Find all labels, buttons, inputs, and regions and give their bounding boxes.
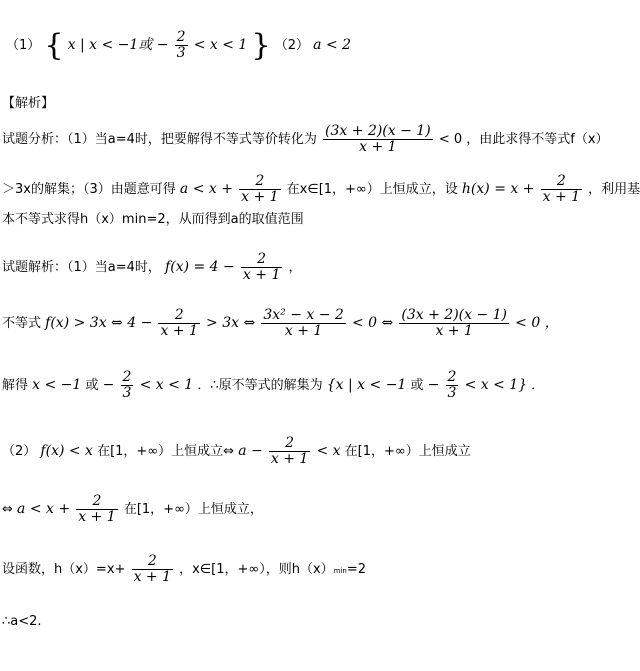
right-brace: }: [251, 28, 271, 63]
math-expr: f(x) = 4 −: [165, 259, 235, 275]
analysis-text: ，利用基: [588, 182, 640, 197]
math-expr: {x | x < −1: [326, 377, 407, 393]
solution-text: ．: [531, 378, 545, 393]
math-expr: a −: [238, 443, 263, 459]
fraction-numerator: 2: [76, 494, 117, 510]
math-expr: < x: [316, 443, 341, 459]
solution-line-6: [2, 554, 366, 585]
fraction-denominator: x + 1: [160, 323, 198, 339]
answer-part1-label: （1）: [6, 38, 41, 53]
answer-part2-expr: a < 2: [313, 37, 352, 53]
solution-fraction: [261, 308, 345, 339]
solution-text: 设函数，h（x）=x+: [2, 562, 126, 577]
math-expr: −: [102, 377, 115, 393]
fraction-numerator: 2: [176, 29, 186, 45]
math-expr: < x < 1}: [464, 377, 528, 393]
solution-text: 不等式: [2, 316, 42, 331]
solution-line-1: [2, 252, 302, 283]
fraction-denominator: 3: [447, 385, 457, 401]
solution-fraction: [269, 436, 310, 467]
fraction-numerator: 2: [239, 174, 280, 190]
solution-fraction: [446, 370, 459, 401]
analysis-line-3: 本不等式求得h（x）min=2，从而得到a的取值范围: [2, 212, 304, 227]
fraction-denominator: x + 1: [359, 139, 397, 155]
fraction-denominator: x + 1: [241, 189, 279, 205]
math-expr: −: [427, 377, 440, 393]
analysis-fraction: [541, 174, 582, 205]
solution-fraction: [121, 370, 134, 401]
fraction-denominator: x + 1: [542, 189, 581, 205]
analysis-text: 在x∈[1，+∞）上恒成立，设: [286, 182, 458, 197]
answer-set-expr-a: x | x < −1或 −: [67, 37, 169, 53]
math-expr: a < x +: [179, 181, 233, 197]
answer-part2-label: （2）: [274, 38, 309, 53]
solution-text: （2）: [2, 444, 37, 459]
fraction-numerator: 2: [122, 369, 132, 385]
solution-text: 试题解析：（1）当a=4时，: [2, 260, 161, 275]
answer-fraction: [175, 30, 188, 61]
solution-text: 解得: [2, 378, 29, 393]
solution-text: 或: [410, 378, 424, 393]
math-expr: a < x +: [17, 501, 71, 517]
math-expr: < 0 ，: [515, 315, 559, 331]
solution-line-3: [2, 370, 544, 401]
solution-text: 在[1，+∞）上恒成立: [344, 444, 471, 459]
analysis-text: ＞3x的解集；（3）由题意可得: [2, 182, 176, 197]
answer-set-expr-b: < x < 1: [193, 37, 248, 53]
math-expr: < 0 ⇔: [351, 315, 394, 331]
solution-text: =2: [346, 562, 367, 577]
fraction-denominator: 3: [122, 385, 132, 401]
fraction-denominator: x + 1: [435, 323, 473, 339]
solution-text: 在[1，+∞）上恒成立⇔: [97, 444, 235, 459]
left-brace: {: [44, 28, 64, 63]
fraction-numerator: 2: [158, 308, 199, 324]
math-expr: h(x) = x +: [461, 181, 535, 197]
math-expr: f(x) > 3x ⇔ 4 −: [45, 315, 153, 331]
solution-text: ，x∈[1，+∞），则h（x）: [179, 562, 334, 577]
solution-text: 在[1，+∞）上恒成立，: [123, 502, 263, 517]
fraction-numerator: 2: [132, 554, 173, 570]
section-heading: 【解析】: [2, 96, 55, 111]
fraction-numerator: 3x² − x − 2: [263, 307, 344, 323]
solution-text: ．∴原不等式的解集为: [197, 378, 323, 393]
fraction-denominator: x + 1: [78, 509, 116, 525]
solution-text: ，: [288, 260, 302, 275]
fraction-denominator: x + 1: [270, 451, 309, 467]
math-expr: < x < 1: [139, 377, 194, 393]
fraction-denominator: x + 1: [242, 267, 281, 283]
math-expr: x < −1: [32, 377, 82, 393]
solution-fraction: [241, 252, 282, 283]
solution-line-4: [2, 436, 471, 467]
analysis-line-1: [2, 124, 609, 155]
fraction-numerator: 2: [447, 369, 457, 385]
solution-line-5: [2, 494, 263, 525]
answer-line: [6, 28, 351, 63]
math-expr: > 3x ⇔: [206, 315, 256, 331]
math-expr: f(x) < x: [40, 443, 93, 459]
analysis-fraction: [239, 174, 280, 205]
fraction-denominator: 3: [176, 45, 186, 61]
fraction-numerator: (3x + 2)(x − 1): [325, 123, 431, 139]
solution-text: 或: [85, 378, 99, 393]
fraction-numerator: (3x + 2)(x − 1): [401, 307, 508, 323]
analysis-line-2: [2, 174, 640, 205]
solution-fraction: [132, 554, 173, 585]
fraction-denominator: x + 1: [133, 569, 171, 585]
solution-fraction: [76, 494, 117, 525]
solution-line-2: [2, 308, 559, 339]
fraction-numerator: 2: [241, 252, 282, 268]
solution-fraction: [399, 308, 509, 339]
fraction-numerator: 2: [541, 174, 582, 190]
analysis-text: < 0 ，由此求得不等式f（x）: [438, 132, 609, 147]
solution-conclusion: ∴a<2.: [2, 614, 42, 629]
fraction-numerator: 2: [269, 436, 310, 452]
analysis-fraction: [323, 124, 433, 155]
analysis-text: 试题分析：（1）当a=4时，把要解得不等式等价转化为: [2, 132, 317, 147]
fraction-denominator: x + 1: [284, 323, 323, 339]
min-subscript: min: [333, 567, 347, 575]
solution-text: ⇔: [2, 502, 13, 517]
solution-fraction: [158, 308, 199, 339]
